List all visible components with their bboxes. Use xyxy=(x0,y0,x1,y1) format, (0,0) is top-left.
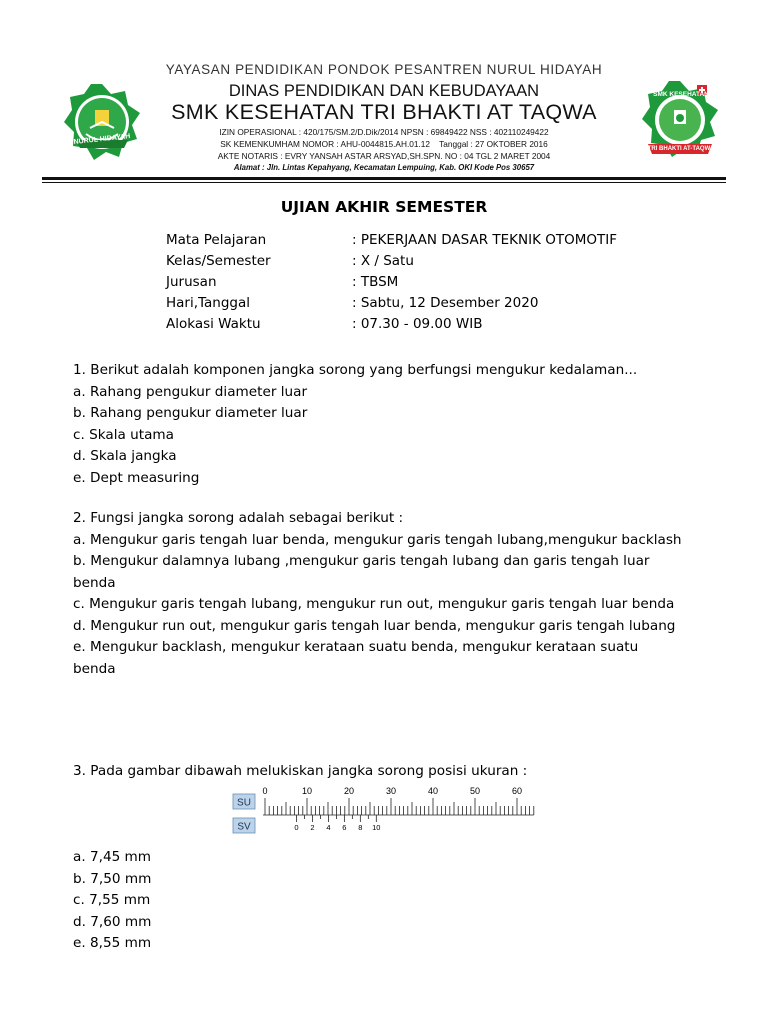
vernier-scale-number: 2 xyxy=(310,823,315,832)
vernier-scale-number: 8 xyxy=(358,823,363,832)
vernier-caliper-figure xyxy=(232,784,542,836)
info-value: : PEKERJAAN DASAR TEKNIK OTOMOTIF xyxy=(352,232,617,248)
answer-option: c. Skala utama xyxy=(73,426,174,443)
answer-option: d. Skala jangka xyxy=(73,448,177,464)
vernier-scale-number: 6 xyxy=(342,823,347,832)
header-divider-thin xyxy=(42,182,726,183)
answer-option: b. 7,50 mm xyxy=(73,870,152,887)
answer-option: a. Rahang pengukur diameter luar xyxy=(73,383,308,400)
main-scale-number: 60 xyxy=(511,786,523,796)
right-logo-bottom-text: TRI BHAKTI AT-TAQWA xyxy=(647,146,715,152)
answer-option: d. Mengukur run out, mengukur garis tengah luar benda, mengukur garis tengah lubang xyxy=(73,617,676,634)
answer-option: a. 7,45 mm xyxy=(73,849,152,865)
info-value: : 07.30 - 09.00 WIB xyxy=(352,316,483,332)
left-logo-caption: NURUL HIDAYAH xyxy=(73,133,131,146)
info-value: : X / Satu xyxy=(352,253,414,269)
vernier-scale-number: 10 xyxy=(372,823,381,832)
answer-option: b. Rahang pengukur diameter luar xyxy=(73,405,308,421)
main-scale-number: 20 xyxy=(343,786,355,796)
department-name: DINAS PENDIDIKAN DAN KEBUDAYAAN xyxy=(228,82,540,100)
exam-title: UJIAN AKHIR SEMESTER xyxy=(280,198,488,216)
question-3-options xyxy=(73,847,683,955)
info-label: Alokasi Waktu xyxy=(166,316,261,332)
answer-option: c. Mengukur garis tengah lubang, mengukur run out, mengukur garis tengah luar benda xyxy=(73,596,675,612)
header-divider-thick xyxy=(42,177,726,180)
question-3 xyxy=(73,761,683,783)
info-label: Hari,Tanggal xyxy=(166,295,251,311)
question-text: 1. Berikut adalah komponen jangka sorong yang berfungsi mengukur kedalaman... xyxy=(73,362,638,378)
info-value: : Sabtu, 12 Desember 2020 xyxy=(352,295,539,311)
vernier-scale-number: 0 xyxy=(294,823,299,832)
foundation-name: YAYASAN PENDIDIKAN PONDOK PESANTREN NURUL HIDAYAH xyxy=(165,62,603,77)
answer-option: b. Mengukur dalamnya lubang ,mengukur garis tengah lubang dan garis tengah luar benda xyxy=(73,553,650,591)
answer-option: a. Mengukur garis tengah luar benda, mengukur garis tengah lubang,mengukur backlash xyxy=(73,531,682,548)
notary-line: AKTE NOTARIS : EVRY YANSAH ASTAR ARSYAD,SH.SPN. NO : 04 TGL 2 MARET 2004 xyxy=(217,151,551,161)
main-scale-number: 40 xyxy=(427,786,439,796)
answer-option: c. 7,55 mm xyxy=(73,892,151,908)
answer-option: e. 8,55 mm xyxy=(73,935,152,951)
school-name: SMK KESEHATAN TRI BHAKTI AT TAQWA xyxy=(171,100,597,124)
main-scale-number: 0 xyxy=(262,786,268,796)
info-label: Kelas/Semester xyxy=(166,253,271,269)
main-scale-number: 50 xyxy=(469,786,481,796)
right-logo-top-text: SMK KESEHATAN xyxy=(653,91,709,98)
question-2 xyxy=(73,508,683,680)
main-scale xyxy=(262,786,533,815)
decree-line: SK KEMENKUMHAM NOMOR : AHU-0044815.AH.01.12 Tanggal : 27 OKTOBER 2016 xyxy=(220,139,548,149)
address-line: Alamat : Jln. Lintas Kepahyang, Kecamatan Lempuing, Kab. OKI Kode Pos 30657 xyxy=(233,163,535,172)
answer-option: e. Mengukur backlash, mengukur kerataan suatu benda, mengukur kerataan suatu benda xyxy=(73,639,639,677)
question-text: 3. Pada gambar dibawah melukiskan jangka sorong posisi ukuran : xyxy=(73,763,528,779)
question-text: 2. Fungsi jangka sorong adalah sebagai berikut : xyxy=(73,510,404,526)
info-label: Jurusan xyxy=(166,274,217,290)
question-1 xyxy=(73,360,683,489)
permit-line: IZIN OPERASIONAL : 420/175/SM.2/D.Dik/2014 NPSN : 69849422 NSS : 402110249422 xyxy=(219,127,549,137)
main-scale-label: SU xyxy=(237,797,251,809)
answer-option: e. Dept measuring xyxy=(73,469,200,486)
info-value: : TBSM xyxy=(352,274,399,290)
vernier-scale-label: SV xyxy=(237,821,251,833)
answer-option: d. 7,60 mm xyxy=(73,913,152,930)
vernier-scale-number: 4 xyxy=(326,823,331,832)
main-scale-number: 30 xyxy=(385,786,397,796)
main-scale-number: 10 xyxy=(301,786,313,796)
vernier-scale xyxy=(294,815,380,832)
info-label: Mata Pelajaran xyxy=(166,232,267,248)
